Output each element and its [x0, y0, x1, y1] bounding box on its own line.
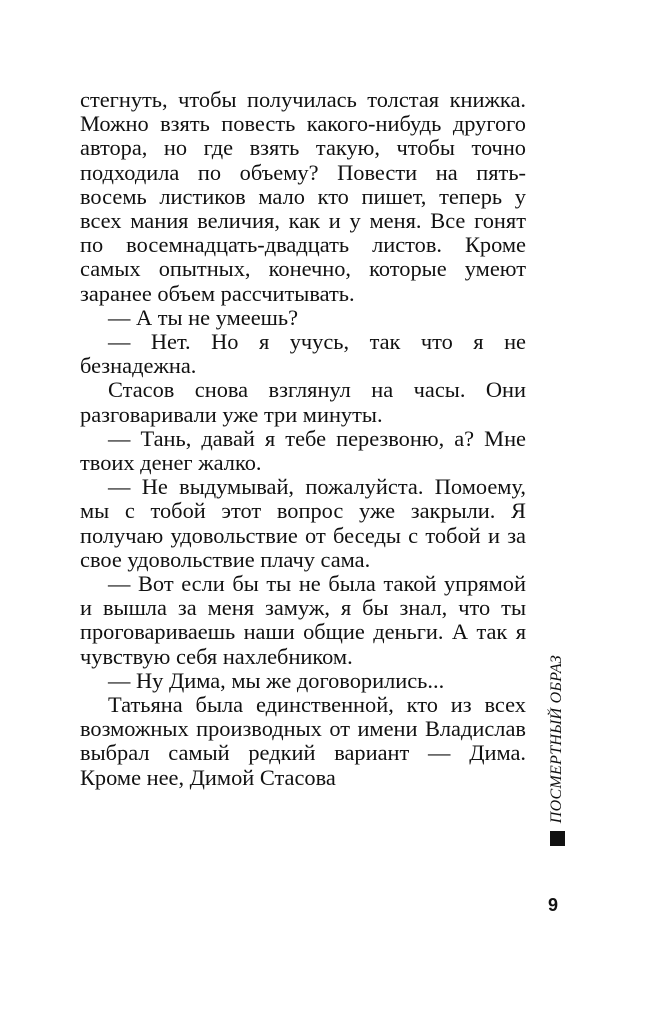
body-text	[80, 88, 526, 790]
running-title	[546, 655, 568, 885]
square-marker-icon	[550, 831, 565, 846]
paragraph-4: Стасов снова взглянул на часы. Они разговаривали уже три минуты.	[80, 377, 526, 427]
paragraph-5: — Тань, давай я тебе перезвоню, а? Мне твоих денег жалко.	[80, 425, 526, 476]
running-title-text: ПОСМЕРТНЫЙ ОБРАЗ	[548, 655, 565, 824]
paragraph-6: — Не выдумывай, пожалуйста. Помоему, мы с тобой этот вопрос уже закрыли. Я получаю удовольствие от беседы с тобой и за свое удовольствие плачу сама.	[80, 474, 526, 572]
paragraph-1: стегнуть, чтобы получилась толстая книжка. Можно взять повесть какого-нибудь другого автора, но где взять такую, чтобы точно подходила по объему? Повести на пять-восемь листиков мало кто пишет, теперь у всех мания величия, как и у меня. Все гонят по восемнадцать-двадцать листов. Кроме самых опытных, конечно, которые умеют заранее объем рассчитывать.	[80, 87, 526, 306]
page-number: 9	[547, 895, 558, 915]
paragraph-7: — Вот если бы ты не была такой упрямой и вышла за меня замуж, я бы знал, что ты проговариваешь наши общие деньги. А так я чувствую себя нахлебником.	[80, 571, 526, 669]
paragraph-9: Татьяна была единственной, кто из всех возможных производных от имени Владислав выбрал самый редкий вариант — Дима. Кроме нее, Димой Стасова	[80, 692, 526, 790]
paragraph-2: — А ты не умеешь?	[108, 304, 299, 330]
paragraph-8: — Ну Дима, мы же договорились...	[108, 667, 445, 693]
paragraph-3: — Нет. Но я учусь, так что я не безнадежна.	[80, 329, 526, 379]
